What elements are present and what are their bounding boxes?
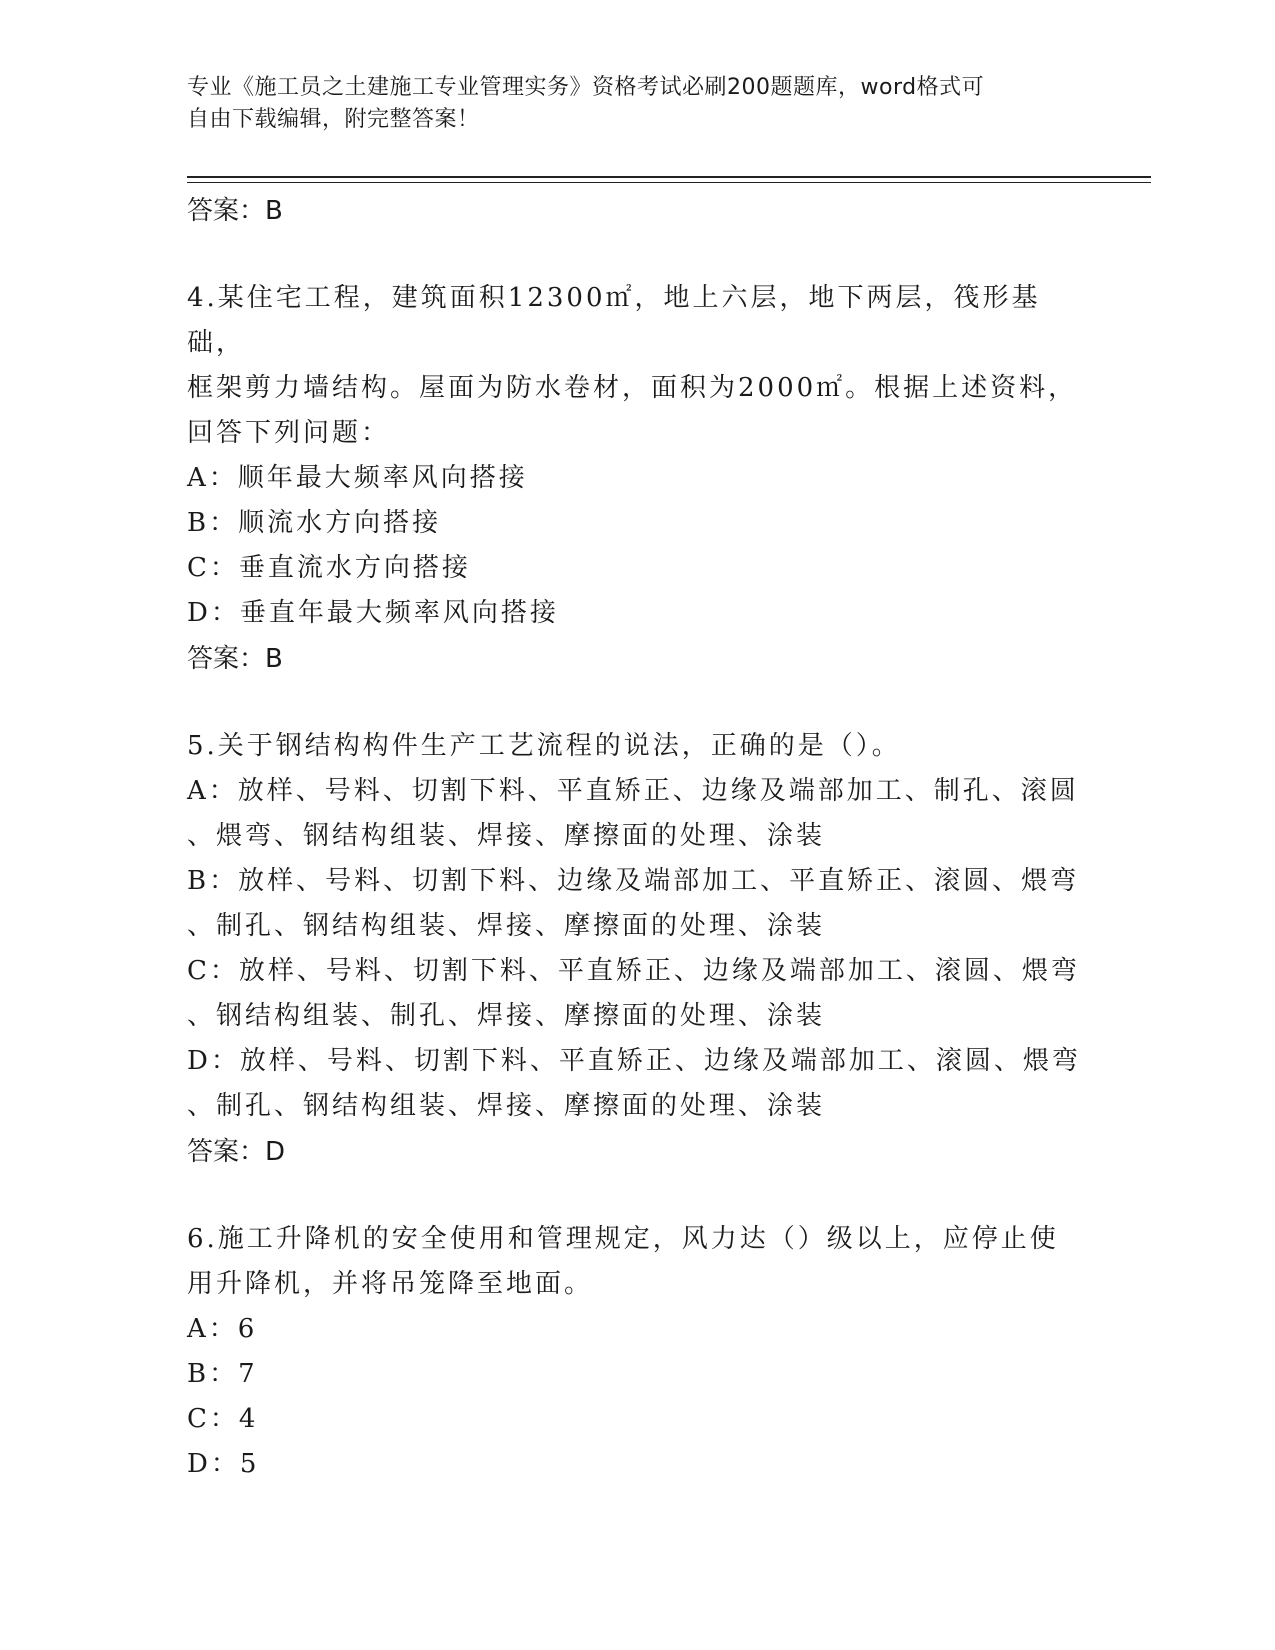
question-stem-line: 5.关于钢结构构件生产工艺流程的说法，正确的是（）。 <box>187 731 901 761</box>
spacer <box>187 234 1087 276</box>
questions-container <box>187 276 1087 1487</box>
option-line: C：垂直流水方向搭接 <box>187 553 471 583</box>
question-block <box>187 724 1087 1217</box>
question-stem-line: 用升降机，并将吊笼降至地面。 <box>187 1269 594 1299</box>
option-line: 、煨弯、钢结构组装、焊接、摩擦面的处理、涂装 <box>187 821 826 851</box>
option-line: D：5 <box>187 1449 260 1479</box>
option-line: C：4 <box>187 1404 259 1434</box>
answer-line: 答案：D <box>187 1137 286 1167</box>
question-stem-line: 回答下列问题： <box>187 418 391 448</box>
option-line: 、制孔、钢结构组装、焊接、摩擦面的处理、涂装 <box>187 911 826 941</box>
option-line: A：放样、号料、切割下料、平直矫正、边缘及端部加工、制孔、滚圆 <box>187 776 1079 806</box>
answer-line: 答案：B <box>187 644 283 674</box>
option-line: 、制孔、钢结构组装、焊接、摩擦面的处理、涂装 <box>187 1091 826 1121</box>
option-line: 、钢结构组装、制孔、焊接、摩擦面的处理、涂装 <box>187 1001 826 1031</box>
spacer <box>187 1175 1087 1217</box>
question-block <box>187 276 1087 724</box>
question-stem-line: 6.施工升降机的安全使用和管理规定，风力达（）级以上，应停止使 <box>187 1224 1059 1254</box>
option-line: B：7 <box>187 1359 258 1389</box>
question-stem-line: 框架剪力墙结构。屋面为防水卷材，面积为2000㎡。根据上述资料， <box>187 373 1078 403</box>
option-line: A：6 <box>187 1314 258 1344</box>
option-line: B：顺流水方向搭接 <box>187 508 442 538</box>
header-line-2: 自由下载编辑，附完整答案！ <box>187 107 480 132</box>
answer-line: 答案：B <box>187 196 283 226</box>
option-line: A：顺年最大频率风向搭接 <box>187 463 528 493</box>
option-line: B：放样、号料、切割下料、边缘及端部加工、平直矫正、滚圆、煨弯 <box>187 866 1080 896</box>
option-line: D：垂直年最大频率风向搭接 <box>187 598 559 628</box>
header-line-1: 专业《施工员之土建施工专业管理实务》资格考试必刷200题题库，word格式可 <box>187 75 985 100</box>
option-line: C：放样、号料、切割下料、平直矫正、边缘及端部加工、滚圆、煨弯 <box>187 956 1080 986</box>
spacer <box>187 682 1087 724</box>
header-rule-thick <box>187 176 1151 178</box>
page-header <box>187 72 1067 136</box>
header-rule-thin <box>187 182 1151 183</box>
question-list <box>187 188 1087 1487</box>
question-block <box>187 1217 1087 1487</box>
option-line: D：放样、号料、切割下料、平直矫正、边缘及端部加工、滚圆、煨弯 <box>187 1046 1081 1076</box>
question-stem-line: 4.某住宅工程，建筑面积12300㎡，地上六层，地下两层，筏形基础， <box>187 283 1041 358</box>
